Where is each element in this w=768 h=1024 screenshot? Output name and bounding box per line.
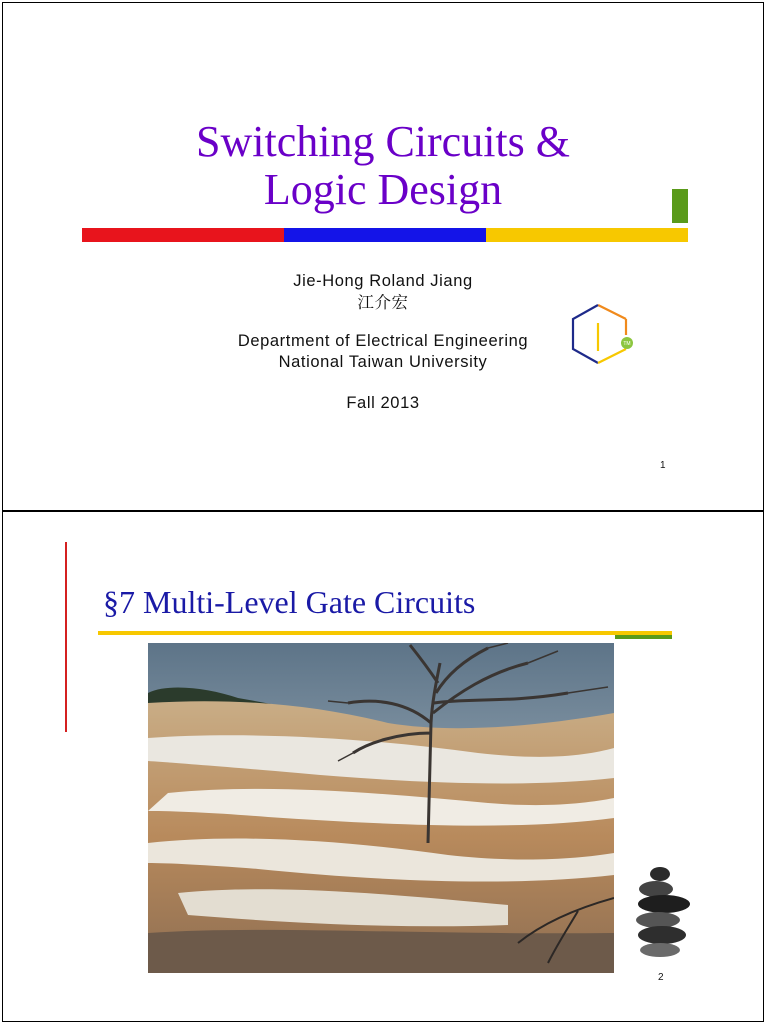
color-bar-yellow (486, 228, 688, 242)
slide-title (3, 118, 763, 214)
department: Department of Electrical Engineering (237, 332, 529, 350)
author-name-cjk: 江介宏 (357, 293, 409, 312)
balanced-stones-icon (620, 864, 704, 960)
slide-1 (2, 2, 764, 511)
page-number: 1 (660, 460, 666, 471)
logo-text: TM (623, 341, 631, 347)
ntu-logo-icon (568, 301, 636, 369)
title-line-2: Logic Design (263, 165, 503, 214)
title-underline-accent (615, 635, 672, 639)
page-number: 2 (658, 972, 664, 983)
color-bar-blue (284, 228, 486, 242)
title-underline (98, 631, 672, 635)
author-name: Jie-Hong Roland Jiang (293, 272, 473, 290)
slide-2 (2, 511, 764, 1022)
green-accent-block (672, 189, 688, 223)
hot-spring-photo (148, 643, 614, 973)
red-accent-line (65, 542, 67, 732)
author-block (153, 271, 613, 414)
color-bar-red (82, 228, 284, 242)
term: Fall 2013 (346, 394, 420, 412)
title-line-1: Switching Circuits & (196, 117, 570, 166)
university: National Taiwan University (278, 353, 488, 371)
section-title: §7 Multi-Level Gate Circuits (103, 584, 476, 620)
